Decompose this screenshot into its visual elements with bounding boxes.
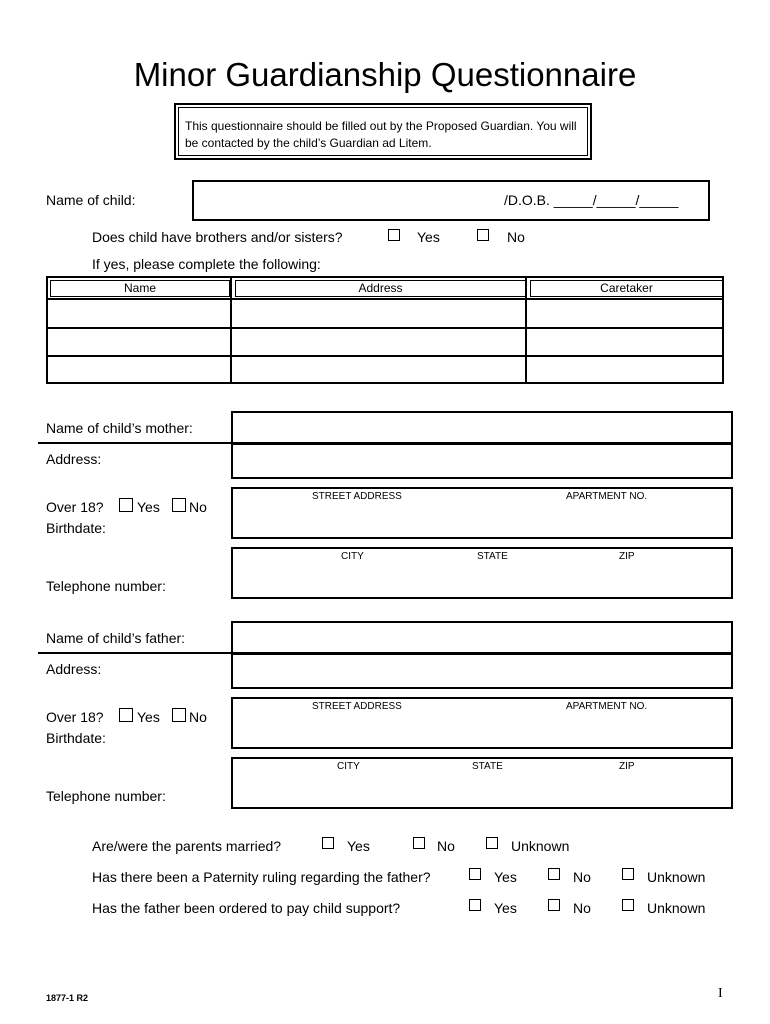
page-mark: I xyxy=(718,986,723,1001)
mother-telephone-label: Telephone number: xyxy=(46,578,166,594)
child-dob-label: /D.O.B. _____/_____/_____ xyxy=(504,192,679,208)
father-city-label: CITY xyxy=(337,761,360,772)
table-header-name: Name xyxy=(50,280,230,297)
mother-address-label: Address: xyxy=(46,451,102,467)
siblings-table xyxy=(46,276,724,384)
support-question: Has the father been ordered to pay child support? xyxy=(92,900,401,916)
father-address-field[interactable] xyxy=(231,653,733,689)
paternity-yes-checkbox[interactable] xyxy=(469,868,481,880)
paternity-question: Has there been a Paternity ruling regarding the father? xyxy=(92,869,431,885)
mother-apt-label: APARTMENT NO. xyxy=(566,491,648,502)
mother-over18-no-checkbox[interactable] xyxy=(172,498,186,512)
father-address-label: Address: xyxy=(46,661,102,677)
father-over18-yes-label: Yes xyxy=(137,709,160,725)
support-yes-label: Yes xyxy=(494,900,517,916)
married-yes-checkbox[interactable] xyxy=(322,837,334,849)
mother-city-label: CITY xyxy=(341,551,364,562)
mother-street-label: STREET ADDRESS xyxy=(312,491,402,502)
married-question: Are/were the parents married? xyxy=(92,838,282,854)
married-no-checkbox[interactable] xyxy=(413,837,425,849)
married-unknown-checkbox[interactable] xyxy=(486,837,498,849)
instructions-box xyxy=(174,103,592,160)
siblings-instruction: If yes, please complete the following: xyxy=(92,256,321,272)
paternity-unknown-label: Unknown xyxy=(647,869,706,885)
father-name-field[interactable] xyxy=(231,621,733,654)
siblings-no-label: No xyxy=(507,229,525,245)
paternity-unknown-checkbox[interactable] xyxy=(622,868,634,880)
support-yes-checkbox[interactable] xyxy=(469,899,481,911)
siblings-question: Does child have brothers and/or sisters? xyxy=(92,229,343,245)
support-unknown-label: Unknown xyxy=(647,900,706,916)
divider xyxy=(38,442,232,444)
father-over18-no-checkbox[interactable] xyxy=(172,708,186,722)
divider xyxy=(38,652,232,654)
mother-name-label: Name of child’s mother: xyxy=(46,420,193,436)
father-state-label: STATE xyxy=(472,761,503,772)
support-no-label: No xyxy=(573,900,591,916)
table-row[interactable] xyxy=(50,302,230,326)
table-header-address: Address xyxy=(235,280,526,297)
siblings-no-checkbox[interactable] xyxy=(477,229,489,241)
married-unknown-label: Unknown xyxy=(511,838,570,854)
father-street-label: STREET ADDRESS xyxy=(312,701,402,712)
mother-street-field[interactable] xyxy=(231,487,733,539)
father-name-label: Name of child’s father: xyxy=(46,630,186,646)
mother-address-field[interactable] xyxy=(231,443,733,479)
support-no-checkbox[interactable] xyxy=(548,899,560,911)
father-over18-label: Over 18? xyxy=(46,709,104,725)
father-apt-label: APARTMENT NO. xyxy=(566,701,648,712)
mother-over18-label: Over 18? xyxy=(46,499,104,515)
married-no-label: No xyxy=(437,838,455,854)
instructions-text: This questionnaire should be filled out by the Proposed Guardian. You will be contacted by the child’s Guardian ad Litem. xyxy=(178,107,588,156)
father-zip-label: ZIP xyxy=(619,761,635,772)
father-street-field[interactable] xyxy=(231,697,733,749)
mother-birthdate-label: Birthdate: xyxy=(46,520,106,536)
child-name-label: Name of child: xyxy=(46,192,136,208)
table-header-caretaker: Caretaker xyxy=(530,280,723,297)
siblings-yes-label: Yes xyxy=(417,229,440,245)
siblings-yes-checkbox[interactable] xyxy=(388,229,400,241)
married-yes-label: Yes xyxy=(347,838,370,854)
mother-zip-label: ZIP xyxy=(619,551,635,562)
mother-state-label: STATE xyxy=(477,551,508,562)
form-number: 1877-1 R2 xyxy=(46,993,89,1003)
paternity-no-label: No xyxy=(573,869,591,885)
page-title: Minor Guardianship Questionnaire xyxy=(133,56,637,93)
mother-over18-no-label: No xyxy=(189,499,207,515)
table-row[interactable] xyxy=(50,331,230,354)
mother-name-field[interactable] xyxy=(231,411,733,444)
mother-over18-yes-checkbox[interactable] xyxy=(119,498,133,512)
paternity-no-checkbox[interactable] xyxy=(548,868,560,880)
mother-over18-yes-label: Yes xyxy=(137,499,160,515)
father-over18-yes-checkbox[interactable] xyxy=(119,708,133,722)
father-birthdate-label: Birthdate: xyxy=(46,730,106,746)
father-telephone-label: Telephone number: xyxy=(46,788,166,804)
paternity-yes-label: Yes xyxy=(494,869,517,885)
support-unknown-checkbox[interactable] xyxy=(622,899,634,911)
table-row[interactable] xyxy=(50,359,230,382)
father-over18-no-label: No xyxy=(189,709,207,725)
